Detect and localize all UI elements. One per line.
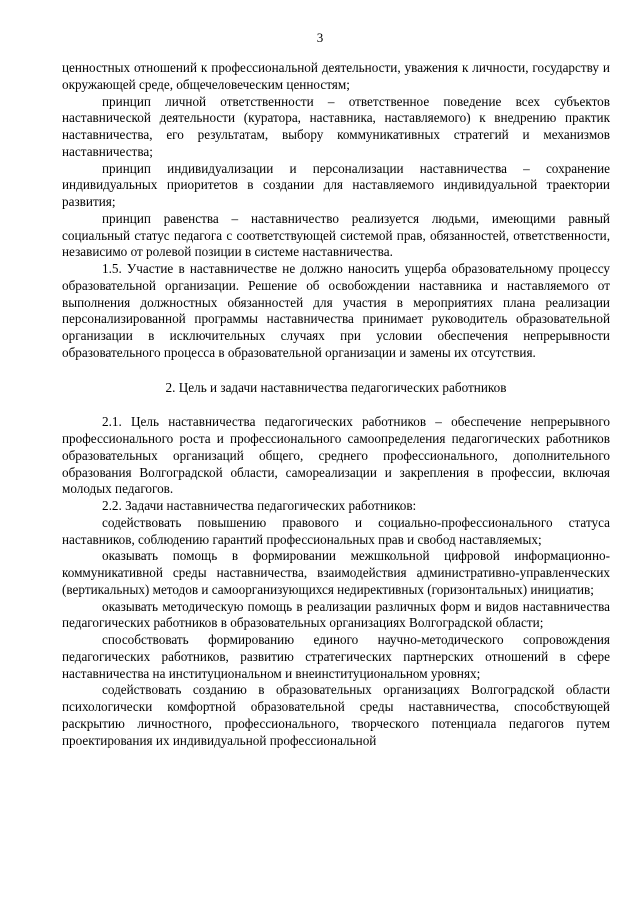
page-number: 3 bbox=[316, 30, 324, 45]
section-heading: 2. Цель и задачи наставничества педагогических работников bbox=[165, 379, 507, 395]
paragraph-principle-responsibility: принцип личной ответственности – ответственное поведение всех субъектов наставнической деятельности (куратора, наставника, наставляемого) к внедрению практик наставничества, его результатам, выбору коммуникативных стратегий и механизмов наставничества; bbox=[62, 93, 610, 159]
task-status: содействовать повышению правового и социально-профессионального статуса наставников, соблюдению гарантий профессиональных прав и свобод наставляемых; bbox=[62, 514, 610, 547]
paragraph-1-5: 1.5. Участие в наставничестве не должно наносить ущерба образовательному процессу образовательной организации. Решение об освобождении наставника и наставляемого от выполнения должностных обязанностей для участия в мероприятиях плана реализации персонализированной программы наставничества принимает руководитель образовательной организации в исключительных случаях при условии обеспечения непрерывности образовательного процесса в образовательной организации и замены их отсутствия. bbox=[62, 261, 610, 360]
task-digital-environment: оказывать помощь в формировании межшкольной цифровой информационно-коммуникативной среды наставничества, взаимодействия административно-управленческих (вертикальных) методов и самоорганизующихся недирективных (горизонтальных) инициатив; bbox=[62, 548, 610, 597]
paragraph-2-2: 2.2. Задачи наставничества педагогических работников: bbox=[102, 498, 417, 513]
paragraph-principle-equality: принцип равенства – наставничество реализуется людьми, имеющими равный социальный статус педагога с соответствующей системой прав, обязанностей, ответственности, независимо от ролевой позиции в системе наставничества. bbox=[62, 210, 610, 260]
task-methodical-help: оказывать методическую помощь в реализации различных форм и видов наставничества педагогических работников в образовательных организациях Волгоградской области; bbox=[62, 598, 610, 631]
paragraph-values: ценностных отношений к профессиональной деятельности, уважения к личности, государству и окружающей среде, общечеловеческим ценностям; bbox=[62, 60, 610, 92]
paragraph-principle-individualization: принцип индивидуализации и персонализации наставничества – сохранение индивидуальных приоритетов в создании для наставляемого индивидуальной траектории развития; bbox=[62, 160, 610, 209]
task-scientific-support: способствовать формированию единого научно-методического сопровождения педагогических работников, развитию стратегических партнерских отношений в сфере наставничества на институциональном и внеинституциональном уровнях; bbox=[62, 632, 610, 681]
paragraph-2-1: 2.1. Цель наставничества педагогических работников – обеспечение непрерывного профессионального роста и профессионального самоопределения педагогических работников образовательных организаций общего, среднего профессионального, дополнительного образования Волгоградской области, самореализации и закрепления в профессии, включая молодых педагогов. bbox=[62, 414, 610, 497]
document-body bbox=[62, 60, 610, 749]
task-comfortable-environment: содействовать созданию в образовательных организациях Волгоградской области психологически комфортной образовательной среды наставничества, способствующей раскрытию личностного, профессионального, творческого потенциала педагогов путем проектирования их индивидуальной профессиональной bbox=[62, 682, 610, 748]
